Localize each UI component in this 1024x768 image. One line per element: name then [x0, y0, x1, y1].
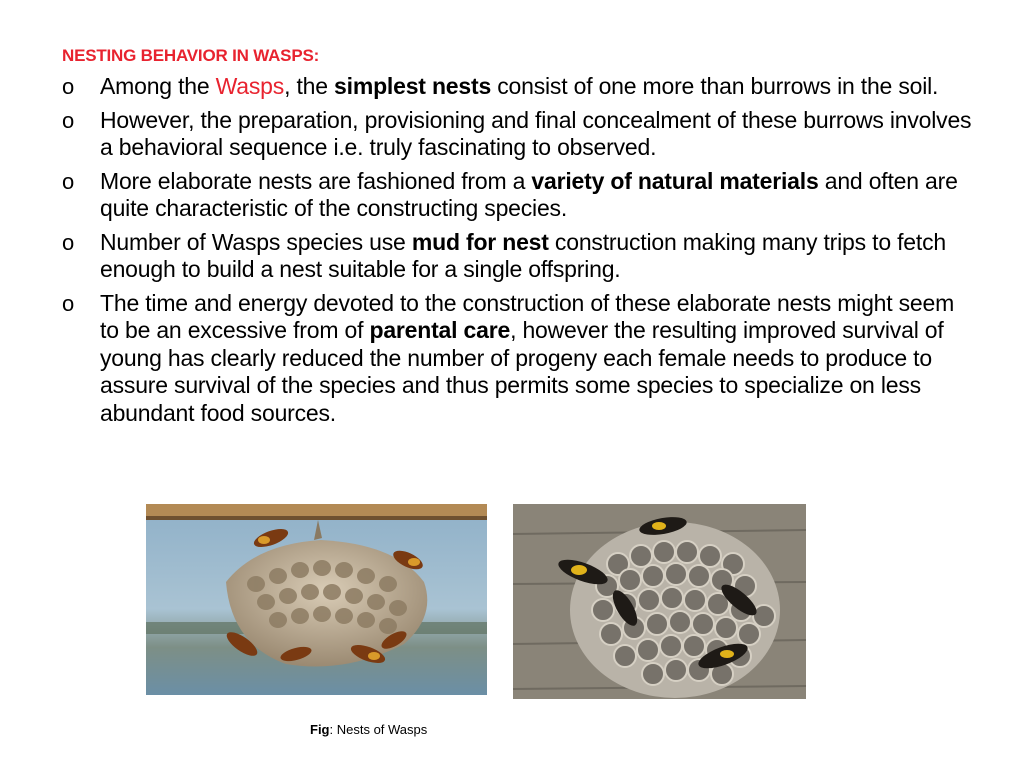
slide-heading: NESTING BEHAVIOR IN WASPS:: [62, 46, 320, 65]
wasp-nest-photo-comb: [513, 504, 806, 699]
bullet-item: [62, 229, 972, 284]
bold-text: mud for nest: [411, 228, 549, 255]
caption-label: Fig: [310, 722, 330, 737]
figure-caption: [310, 722, 427, 737]
caption-text: : Nests of Wasps: [329, 722, 428, 737]
bullet-item: [62, 107, 972, 162]
wasp-nest-photo-hanging: [146, 504, 487, 695]
highlight-text: Wasps: [215, 73, 285, 99]
bullet-text: , however the resulting improved survival of young has clearly reduced the number of progeny each female needs to produce to assure survival of the species and thus permits some species to specialize on less abundant food sources.: [100, 317, 944, 426]
bullet-marker: o: [62, 74, 75, 99]
bullet-text: However, the preparation, provisioning and final concealment of these burrows involves a behavioral sequence i.e. truly fascinating to observed.: [100, 106, 972, 160]
bold-text: parental care: [369, 317, 511, 343]
bullet-marker: o: [62, 107, 75, 133]
bullet-item: [62, 290, 972, 428]
bullet-text: Among the: [100, 73, 216, 99]
bullet-text: and often are quite characteristic of the constructing species.: [100, 167, 958, 221]
bullet-text: Number of Wasps species use: [100, 228, 412, 255]
bullet-marker: o: [62, 290, 75, 316]
bullet-text: The time and energy devoted to the construction of these elaborate nests might seem to be an excessive from of: [100, 289, 955, 343]
bold-text: variety of natural materials: [531, 167, 819, 194]
bold-text: simplest nests: [334, 73, 492, 99]
bullet-marker: o: [62, 229, 75, 255]
bullet-item: [62, 73, 972, 101]
bullet-text: consist of one more than burrows in the soil.: [491, 73, 939, 99]
bullet-item: [62, 168, 972, 223]
bullet-text: , the: [284, 73, 335, 99]
bullet-marker: o: [62, 168, 75, 194]
bullet-text: construction making many trips to fetch enough to build a nest suitable for a single offspring.: [100, 228, 946, 282]
bullet-list: [62, 73, 972, 433]
bullet-text: More elaborate nests are fashioned from a: [100, 167, 532, 194]
